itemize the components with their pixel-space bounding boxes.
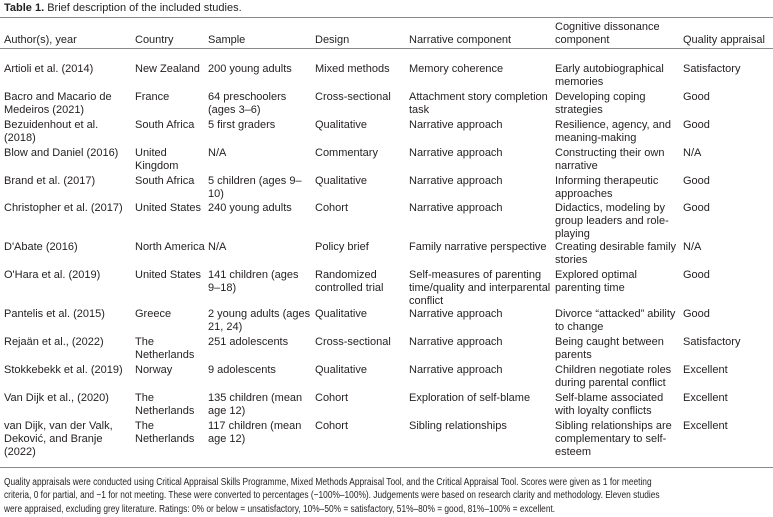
- table-row: [0, 147, 773, 175]
- column-header: Narrative component: [409, 34, 512, 46]
- table-cell: Satisfactory: [683, 336, 741, 349]
- table-cell: Mixed methods: [315, 63, 390, 75]
- table-cell: Developing coping strategies: [555, 90, 646, 116]
- table-cell: 200 young adults: [208, 63, 292, 75]
- table-cell: Narrative approach: [409, 202, 503, 215]
- table-cell: Blow and Daniel (2016): [4, 146, 119, 159]
- table-cell: Good: [683, 202, 710, 215]
- table-cell: Memory coherence: [409, 63, 504, 75]
- column-header: Quality appraisal: [683, 34, 765, 46]
- table-row: [0, 364, 773, 392]
- table-cell: Excellent: [683, 392, 728, 405]
- footnote-line: Quality appraisals were conducted using Critical Appraisal Skills Programme, Mixed Methods Appraisal Tool, and the Critical Appraisal Tool. Scores were given as 1 for meeting: [4, 476, 652, 488]
- column-header: Country: [135, 34, 174, 46]
- table-cell: Self-measures of parenting time/quality and interparental conflict: [409, 269, 551, 308]
- table-cell: Self-blame associated with loyalty conflicts: [555, 392, 664, 418]
- table-cell: Exploration of self-blame: [409, 392, 531, 405]
- table-cell: Divorce “attacked” ability to change: [555, 308, 676, 334]
- table-cell: Children negotiate roles during parental conflict: [555, 364, 672, 390]
- table-cell: Cohort: [315, 392, 349, 405]
- table-cell: Van Dijk et al., (2020): [4, 392, 109, 405]
- table-cell: South Africa: [135, 118, 195, 131]
- table-cell: Cohort: [315, 202, 349, 215]
- table-cell: Cross-sectional: [315, 90, 391, 103]
- table-cell: 117 children (mean age 12): [208, 419, 302, 445]
- table-cell: Excellent: [683, 419, 728, 432]
- table-cell: Satisfactory: [683, 63, 741, 75]
- table-cell: Explored optimal parenting time: [555, 269, 637, 295]
- table-cell: 240 young adults: [208, 202, 292, 215]
- table-cell: O'Hara et al. (2019): [4, 269, 101, 282]
- table-cell: Narrative approach: [409, 118, 503, 131]
- table-cell: Christopher et al. (2017): [4, 202, 123, 215]
- table-cell: 251 adolescents: [208, 336, 289, 349]
- table-cell: Rejaän et al., (2022): [4, 336, 104, 349]
- table-cell: N/A: [683, 241, 702, 254]
- table-body: [0, 49, 773, 467]
- table-cell: Being caught between parents: [555, 336, 664, 362]
- table-cell: N/A: [208, 241, 227, 254]
- table-cell: N/A: [208, 146, 227, 159]
- table-cell: van Dijk, van der Valk, Deković, and Branje (2022): [4, 419, 113, 458]
- table-cell: The Netherlands: [135, 392, 195, 418]
- table-cell: Randomized controlled trial: [315, 269, 384, 295]
- table-row: [0, 202, 773, 241]
- table-cell: Family narrative perspective: [409, 241, 547, 254]
- table-cell: Constructing their own narrative: [555, 146, 665, 172]
- table-cell: Commentary: [315, 146, 378, 159]
- table-cell: Stokkebekk et al. (2019): [4, 364, 123, 377]
- table-cell: Qualitative: [315, 364, 367, 377]
- table-cell: Attachment story completion task: [409, 90, 548, 116]
- table-footnote: [0, 468, 773, 517]
- table-cell: Narrative approach: [409, 308, 503, 321]
- table-cell: Creating desirable family stories: [555, 241, 677, 267]
- table-cell: Norway: [135, 364, 173, 377]
- column-header: Design: [315, 34, 350, 46]
- caption-label: Table 1.: [4, 2, 45, 14]
- footnote-line: criteria, 0 for partial, and −1 for not meeting. These were converted to percentages (−100%–100%). Judgements were based on research clarity and methodology. Eleven studies: [4, 490, 660, 502]
- column-header: Author(s), year: [4, 34, 77, 46]
- table-cell: 2 young adults (ages 21, 24): [208, 308, 311, 334]
- table-cell: Resilience, agency, and meaning-making: [555, 118, 671, 144]
- table-row: [0, 420, 773, 467]
- table-cell: Pantelis et al. (2015): [4, 308, 105, 321]
- table-cell: Bacro and Macario de Medeiros (2021): [4, 90, 112, 116]
- table-cell: Brand et al. (2017): [4, 174, 96, 187]
- table-cell: Artioli et al. (2014): [4, 63, 94, 75]
- table-cell: Good: [683, 90, 710, 103]
- table-cell: Narrative approach: [409, 146, 503, 159]
- table-cell: Qualitative: [315, 308, 367, 321]
- table-cell: Good: [683, 269, 710, 282]
- table-cell: Good: [683, 174, 710, 187]
- table-cell: Didactics, modeling by group leaders and role-playing: [555, 202, 669, 241]
- table-cell: Narrative approach: [409, 336, 503, 349]
- table-row: [0, 241, 773, 269]
- table-cell: D'Abate (2016): [4, 241, 78, 254]
- table-cell: N/A: [683, 146, 702, 159]
- table-cell: 5 first graders: [208, 118, 276, 131]
- caption-text: Brief description of the included studies.: [47, 2, 242, 14]
- table-cell: 5 children (ages 9–10): [208, 174, 302, 200]
- table-header: [0, 18, 773, 48]
- table-cell: 141 children (ages 9–18): [208, 269, 299, 295]
- table-cell: United Kingdom: [135, 146, 179, 172]
- table-cell: United States: [135, 202, 202, 215]
- column-header: Sample: [208, 34, 246, 46]
- table-cell: France: [135, 90, 170, 103]
- table-cell: Narrative approach: [409, 364, 503, 377]
- table-row: [0, 175, 773, 203]
- table-cell: South Africa: [135, 174, 195, 187]
- table-cell: The Netherlands: [135, 336, 195, 362]
- table-cell: Greece: [135, 308, 172, 321]
- table-cell: Narrative approach: [409, 174, 503, 187]
- table-caption: [0, 0, 773, 17]
- table-row: [0, 392, 773, 420]
- table-row: [0, 269, 773, 308]
- table-cell: Cohort: [315, 419, 349, 432]
- table-cell: 9 adolescents: [208, 364, 276, 377]
- table-cell: New Zealand: [135, 63, 200, 75]
- table-row: [0, 308, 773, 336]
- table-cell: Policy brief: [315, 241, 369, 254]
- table-cell: 135 children (mean age 12): [208, 392, 303, 418]
- footnote-line: were appraised, excluding grey literature. Ratings: 0% or below = unsatisfactory, 10%–50% = satisfactory, 51%–80% = good, 81%–100% = excellent.: [4, 503, 556, 515]
- table-cell: Qualitative: [315, 118, 367, 131]
- table-cell: The Netherlands: [135, 419, 195, 445]
- table-cell: United States: [135, 269, 202, 282]
- table-cell: North America: [135, 241, 205, 254]
- column-header: Cognitive dissonance component: [555, 21, 660, 46]
- table-cell: 64 preschoolers (ages 3–6): [208, 90, 287, 116]
- table-cell: Qualitative: [315, 174, 367, 187]
- table-row: [0, 119, 773, 147]
- table-cell: Cross-sectional: [315, 336, 391, 349]
- table-row: [0, 63, 773, 91]
- table-row: [0, 91, 773, 119]
- table-cell: Good: [683, 118, 710, 131]
- table-cell: Sibling relationships: [409, 419, 507, 432]
- table-row: [0, 336, 773, 364]
- table-cell: Early autobiographical memories: [555, 63, 664, 88]
- table-cell: Good: [683, 308, 710, 321]
- table-cell: Informing therapeutic approaches: [555, 174, 659, 200]
- table-cell: Excellent: [683, 364, 728, 377]
- table-cell: Bezuidenhout et al. (2018): [4, 118, 99, 144]
- table-cell: Sibling relationships are complementary to self-esteem: [555, 419, 672, 458]
